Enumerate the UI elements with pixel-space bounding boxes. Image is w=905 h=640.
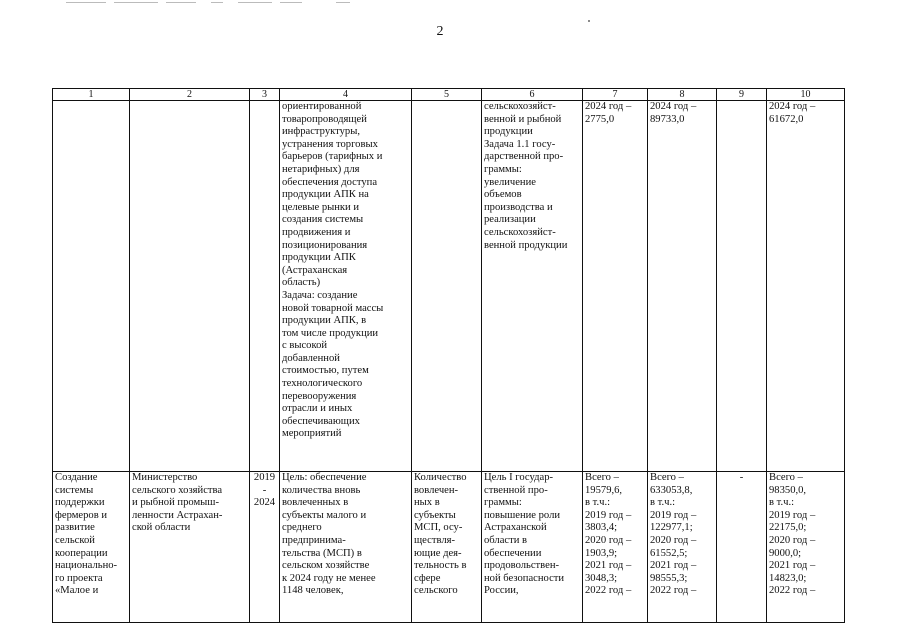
col-header-4: 4	[280, 89, 412, 101]
cell-funding-9: -	[717, 472, 767, 623]
cell-funding-8: 2024 год – 89733,0	[648, 101, 717, 472]
col-header-6: 6	[482, 89, 583, 101]
cell-executor: Министерство сельского хозяйства и рыбной промыш- ленности Астрахан- ской области	[130, 472, 250, 623]
table-row	[53, 472, 845, 623]
cell-program-goal: сельскохозяйст- венной и рыбной продукции Задача 1.1 госу- дарственной про- граммы: увеличение объемов производства и реализации сельскохозяйст- венной продукции	[482, 101, 583, 472]
page-number: 2	[436, 24, 444, 39]
table-row	[53, 101, 845, 472]
cell-funding-7: 2024 год – 2775,0	[583, 101, 648, 472]
scan-speck	[588, 20, 590, 22]
cell-period: 2019 - 2024	[250, 472, 280, 623]
cell-indicator: Количество вовлечен- ных в субъекты МСП, осу- ществля- ющие дея- тельность в сфере сельского	[412, 472, 482, 623]
cell-activity	[53, 101, 130, 472]
cell-executor	[130, 101, 250, 472]
cell-goal: Цель: обеспечение количества вновь вовлеченных в субъекты малого и среднего предпринима- тельства (МСП) в сельском хозяйстве к 2024 году не менее 1148 человек,	[280, 472, 412, 623]
col-header-1: 1	[53, 89, 130, 101]
col-header-9: 9	[717, 89, 767, 101]
program-table	[52, 88, 845, 623]
cell-indicator	[412, 101, 482, 472]
col-header-10: 10	[767, 89, 845, 101]
cell-funding-10: 2024 год – 61672,0	[767, 101, 845, 472]
cell-program-goal: Цель I государ- ственной про- граммы: повышение роли Астраханской области в обеспечении продовольствен- ной безопасности России,	[482, 472, 583, 623]
cell-funding-8: Всего – 633053,8, в т.ч.: 2019 год – 122977,1; 2020 год – 61552,5; 2021 год – 98555,3; 2022 год –	[648, 472, 717, 623]
col-header-3: 3	[250, 89, 280, 101]
col-header-8: 8	[648, 89, 717, 101]
cell-goal: ориентированной товаропроводящей инфраструктуры, устранения торговых барьеров (тарифных и нетарифных) для обеспечения доступа продукции АПК на целевые рынки и создания системы продвижения и позиционирования продукции АПК (Астраханская область) Задача: создание новой товарной массы продукции АПК, в том числе продукции с высокой добавленной стоимостью, путем технологического перевооружения отрасли и иных обеспечивающих мероприятий	[280, 101, 412, 472]
scan-header-marks	[66, 0, 366, 6]
cell-period	[250, 101, 280, 472]
header-row	[53, 89, 845, 101]
col-header-7: 7	[583, 89, 648, 101]
cell-funding-7: Всего – 19579,6, в т.ч.: 2019 год – 3803,4; 2020 год – 1903,9; 2021 год – 3048,3; 2022 год –	[583, 472, 648, 623]
cell-funding-10: Всего – 98350,0, в т.ч.: 2019 год – 22175,0; 2020 год – 9000,0; 2021 год – 14823,0; 2022 год –	[767, 472, 845, 623]
col-header-2: 2	[130, 89, 250, 101]
cell-funding-9	[717, 101, 767, 472]
col-header-5: 5	[412, 89, 482, 101]
cell-activity: Создание системы поддержки фермеров и развитие сельской кооперации национально- го проекта «Малое и	[53, 472, 130, 623]
